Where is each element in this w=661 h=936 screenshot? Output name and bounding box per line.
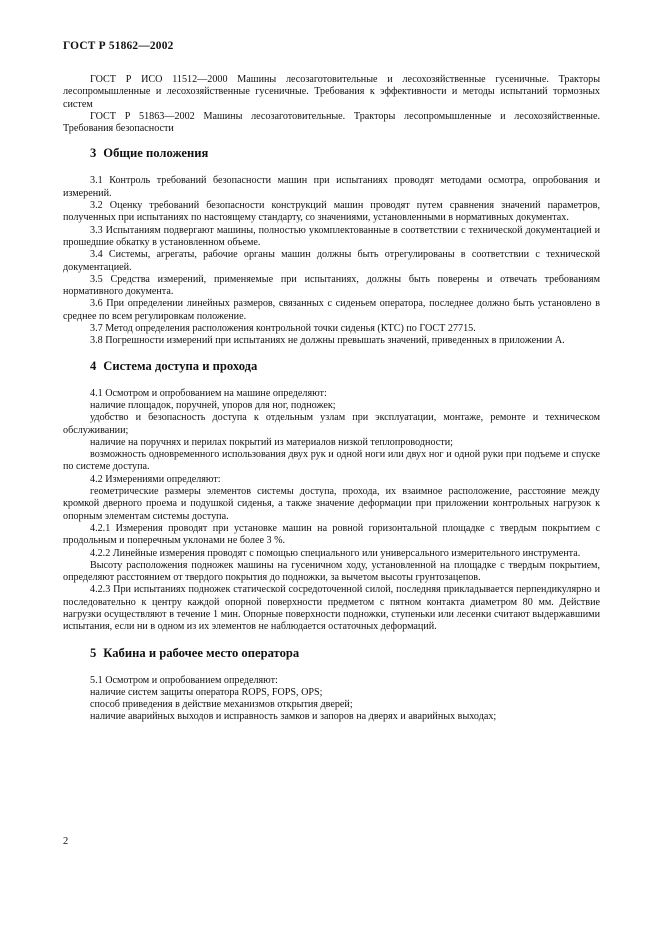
section-3-heading — [63, 146, 600, 161]
paragraph: наличие площадок, поручней, упоров для ног, подножек; — [90, 399, 336, 411]
reference-paragraph: ГОСТ Р 51863—2002 Машины лесозаготовительные. Тракторы лесопромышленные и лесохозяйственные. Требования безопасности — [63, 110, 600, 135]
section-title: Система доступа и прохода — [103, 358, 258, 373]
section-title: Кабина и рабочее место оператора — [103, 645, 300, 660]
paragraph: 5.1 Осмотром и опробованием определяют: — [90, 674, 278, 686]
section-number: 4 — [90, 358, 97, 373]
paragraph: 4.2 Измерениями определяют: — [90, 473, 221, 485]
document-header: ГОСТ Р 51862—2002 — [63, 40, 174, 52]
paragraph: 3.6 При определении линейных размеров, связанных с сиденьем оператора, последнее должно быть установлено в среднее по всем регулировкам положение. — [63, 298, 600, 322]
paragraph: геометрические размеры элементов системы доступа, прохода, их взаимное расположение, расстояние между кромкой дверного проема и подушкой сиденья, а также значение деформации при приложении контрольных нагрузок к опорным элементам системы доступа. — [63, 486, 600, 522]
section-4-heading — [63, 359, 600, 374]
document-page — [63, 40, 600, 724]
section-title: Общие положения — [103, 146, 209, 161]
paragraph: 3.4 Системы, агрегаты, рабочие органы машин должны быть отрегулированы в соответствии с технической документацией. — [63, 249, 600, 273]
paragraph: 4.2.1 Измерения проводят при установке машин на ровной горизонтальной площадке с твердым покрытием с продольным и поперечным уклонами не более 3 %. — [63, 522, 600, 547]
paragraph: удобство и безопасность доступа к отдельным узлам при эксплуатации, монтаже, ремонте и техническом обслуживании; — [63, 412, 600, 436]
paragraph: 3.7 Метод определения расположения контрольной точки сиденья (КТС) по ГОСТ 27715. — [90, 323, 476, 335]
paragraph: 4.1 Осмотром и опробованием на машине определяют: — [90, 387, 327, 399]
paragraph: возможность одновременного использования двух рук и одной ноги или двух ног и одной руки при подъеме и спуске по системе доступа. — [63, 449, 600, 473]
paragraph: 3.3 Испытаниям подвергают машины, полностью укомплектованные в соответствии с технической документацией и прошедшие обкатку в установленном объеме. — [63, 224, 600, 248]
paragraph: Высоту расположения подножек машины на гусеничном ходу, установленной на площадке с твердым покрытием, определяют расстоянием от твердого покрытия до подножки, за вычетом высоты грунтозацепов. — [63, 559, 600, 584]
reference-paragraph: ГОСТ Р ИСО 11512—2000 Машины лесозаготовительные и лесохозяйственные гусеничные. Тракторы лесопромышленные и лесохозяйственные гусеничные. Требования к эффективности и методы испытаний тормозных систем — [63, 74, 600, 110]
section-number: 3 — [90, 146, 97, 161]
paragraph: наличие аварийных выходов и исправность замков и запоров на дверях и аварийных выходах; — [90, 711, 497, 723]
section-5-heading — [63, 646, 600, 661]
paragraph: наличие систем защиты оператора ROPS, FOPS, OPS; — [90, 686, 323, 698]
paragraph: 3.1 Контроль требований безопасности машин при испытаниях проводят методами осмотра, опробования и измерений. — [63, 175, 600, 199]
page-number: 2 — [63, 836, 69, 847]
paragraph: наличие на поручнях и перилах покрытий из материалов низкой теплопроводности; — [90, 436, 453, 448]
paragraph: способ приведения в действие механизмов открытия дверей; — [90, 699, 353, 711]
paragraph: 4.2.2 Линейные измерения проводят с помощью специального или универсального измерительного инструмента. — [90, 547, 581, 559]
paragraph: 3.5 Средства измерений, применяемые при испытаниях, должны быть поверены и отвечать требованиям нормативного документа. — [63, 273, 600, 298]
paragraph: 3.8 Погрешности измерений при испытаниях не должны превышать значений, приведенных в приложении А. — [90, 335, 565, 347]
paragraph: 4.2.3 При испытаниях подножек статической сосредоточенной силой, последняя прикладывается перпендикулярно и последовательно к центру каждой опорной поверхности предметом с пятном контакта диаметром 80 мм. Действие нагрузки осуществляют в течение 1 мин. Опорные поверхности подножки, ступеньки или лесенки считают выдержавшими испытания, если ни в одном из их элементов не наблюдается остаточных деформаций. — [63, 584, 600, 633]
section-number: 5 — [90, 645, 97, 660]
paragraph: 3.2 Оценку требований безопасности конструкций машин проводят путем сравнения значений параметров, полученных при испытаниях по настоящему стандарту, со значениями, установленными в нормативных документах. — [63, 200, 600, 224]
